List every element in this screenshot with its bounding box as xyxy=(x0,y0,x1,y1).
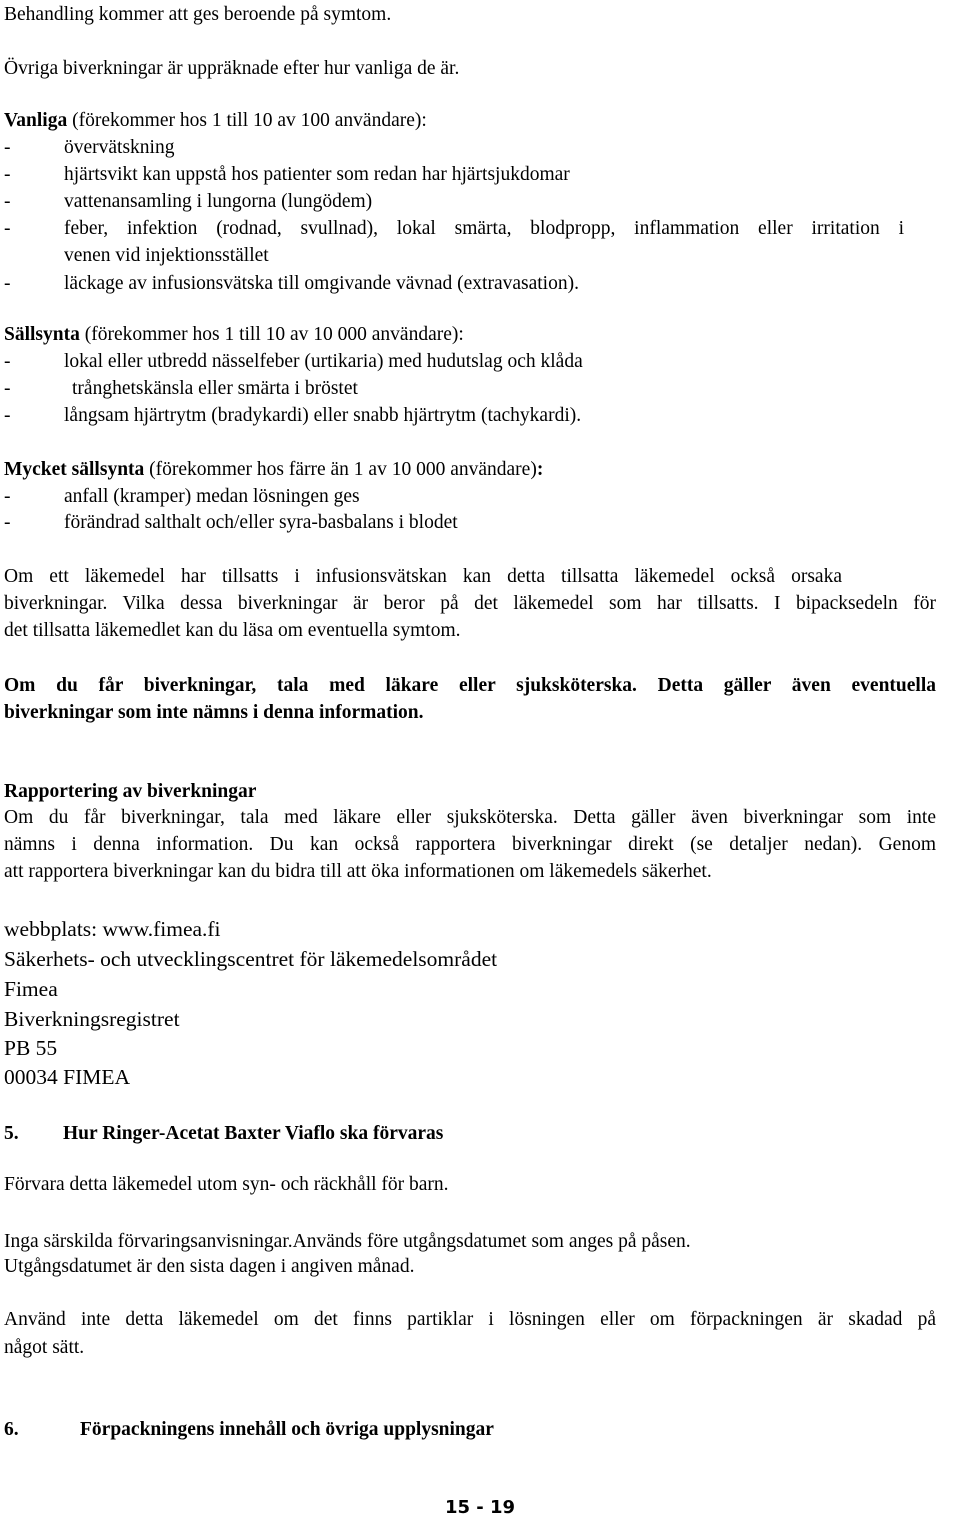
list-item: vattenansamling i lungorna (lungödem) xyxy=(64,191,373,212)
list-dash: - xyxy=(4,512,11,533)
section-5-paragraph-1: Förvara detta läkemedel utom syn- och räckhåll för barn. xyxy=(4,1174,449,1195)
list-item: läckage av infusionsvätska till omgivande vävnad (extravasation). xyxy=(64,273,579,294)
registry-text: Biverkningsregistret xyxy=(4,1007,180,1031)
section-6-title xyxy=(80,1416,494,1443)
reporting-line-2: nämns i denna information. Du kan också rapportera biverkningar direkt (se detaljer nedan). Genom xyxy=(4,834,936,855)
reporting-line-1: Om du får biverkningar, tala med läkare eller sjuksköterska. Detta gäller även biverkningar som inte xyxy=(4,807,936,828)
section-5-paragraph-3-line-2: något sätt. xyxy=(4,1337,85,1358)
warning-line-1 xyxy=(4,672,936,699)
rare-label: Sällsynta xyxy=(4,324,80,345)
list-dash: - xyxy=(4,351,11,372)
reporting-heading-text: Rapportering av biverkningar xyxy=(4,781,257,802)
treatment-text: Behandling kommer att ges beroende på symtom. xyxy=(4,4,392,25)
postal-text: 00034 FIMEA xyxy=(4,1065,131,1089)
list-item-continuation: venen vid injektionsstället xyxy=(64,245,269,266)
section-5-title-text: Hur Ringer-Acetat Baxter Viaflo ska förvaras xyxy=(63,1123,444,1144)
list-dash: - xyxy=(4,486,11,507)
section-6-number xyxy=(4,1416,19,1443)
po-box-text: PB 55 xyxy=(4,1036,58,1060)
section-5-paragraph-3-line-1: Använd inte detta läkemedel om det finns partiklar i lösningen eller om förpackningen är skadad på xyxy=(4,1309,936,1330)
list-dash: - xyxy=(4,137,11,158)
common-heading xyxy=(4,107,427,134)
list-dash: - xyxy=(4,218,11,239)
section-6-title-text: Förpackningens innehåll och övriga upplysningar xyxy=(80,1419,494,1440)
website-text: webbplats: www.fimea.fi xyxy=(4,917,221,941)
section-6-number-text: 6. xyxy=(4,1419,19,1440)
additive-line-1: Om ett läkemedel har tillsatts i infusionsvätskan kan detta tillsatta läkemedel också orsaka xyxy=(4,566,842,587)
list-item: långsam hjärtrytm (bradykardi) eller snabb hjärtrytm (tachykardi). xyxy=(64,405,582,426)
org-text: Fimea xyxy=(4,977,58,1001)
list-dash: - xyxy=(4,164,11,185)
list-item: förändrad salthalt och/eller syra-basbalans i blodet xyxy=(64,512,458,533)
very-rare-colon: : xyxy=(536,459,544,480)
list-item: hjärtsvikt kan uppstå hos patienter som redan har hjärtsjukdomar xyxy=(64,164,570,185)
list-item: feber, infektion (rodnad, svullnad), lokal smärta, blodpropp, inflammation eller irritation i xyxy=(64,218,904,239)
list-dash: - xyxy=(4,378,11,399)
list-item: trånghetskänsla eller smärta i bröstet xyxy=(72,378,358,399)
additive-line-2: biverkningar. Vilka dessa biverkningar är beror på det läkemedel som har tillsatts. I bipacksedeln för xyxy=(4,593,936,614)
warning-line-1-text: Om du får biverkningar, tala med läkare eller sjuksköterska. Detta gäller även eventuella xyxy=(4,675,936,696)
section-5-paragraph-2-line-2: Utgångsdatumet är den sista dagen i angiven månad. xyxy=(4,1256,415,1277)
section-5-paragraph-2-line-1: Inga särskilda förvaringsanvisningar.Används före utgångsdatumet som anges på påsen. xyxy=(4,1231,691,1252)
very-rare-frequency: (förekommer hos färre än 1 av 10 000 användare) xyxy=(144,459,537,480)
page-number: 15 - 19 xyxy=(444,1497,516,1518)
common-label: Vanliga xyxy=(4,110,68,131)
section-5-title xyxy=(63,1120,443,1147)
list-dash: - xyxy=(4,191,11,212)
section-5-number xyxy=(4,1120,19,1147)
reporting-heading xyxy=(4,778,256,805)
warning-line-2-text: biverkningar som inte nämns i denna information. xyxy=(4,702,424,723)
list-item: lokal eller utbredd nässelfeber (urtikaria) med hudutslag och klåda xyxy=(64,351,583,372)
centre-text: Säkerhets- och utvecklingscentret för läkemedelsområdet xyxy=(4,947,498,971)
rare-heading xyxy=(4,321,464,348)
section-5-number-text: 5. xyxy=(4,1123,19,1144)
frequency-intro-text: Övriga biverkningar är uppräknade efter hur vanliga de är. xyxy=(4,58,460,79)
common-frequency: (förekommer hos 1 till 10 av 100 användare): xyxy=(67,110,427,131)
reporting-line-3: att rapportera biverkningar kan du bidra till att öka informationen om läkemedels säkerhet. xyxy=(4,861,712,882)
very-rare-label: Mycket sällsynta xyxy=(4,459,145,480)
rare-frequency: (förekommer hos 1 till 10 av 10 000 användare): xyxy=(79,324,464,345)
warning-line-2 xyxy=(4,699,424,726)
very-rare-heading xyxy=(4,456,543,483)
list-dash: - xyxy=(4,273,11,294)
list-item: anfall (kramper) medan lösningen ges xyxy=(64,486,360,507)
list-dash: - xyxy=(4,405,11,426)
list-item: övervätskning xyxy=(64,137,175,158)
additive-line-3: det tillsatta läkemedlet kan du läsa om eventuella symtom. xyxy=(4,620,461,641)
